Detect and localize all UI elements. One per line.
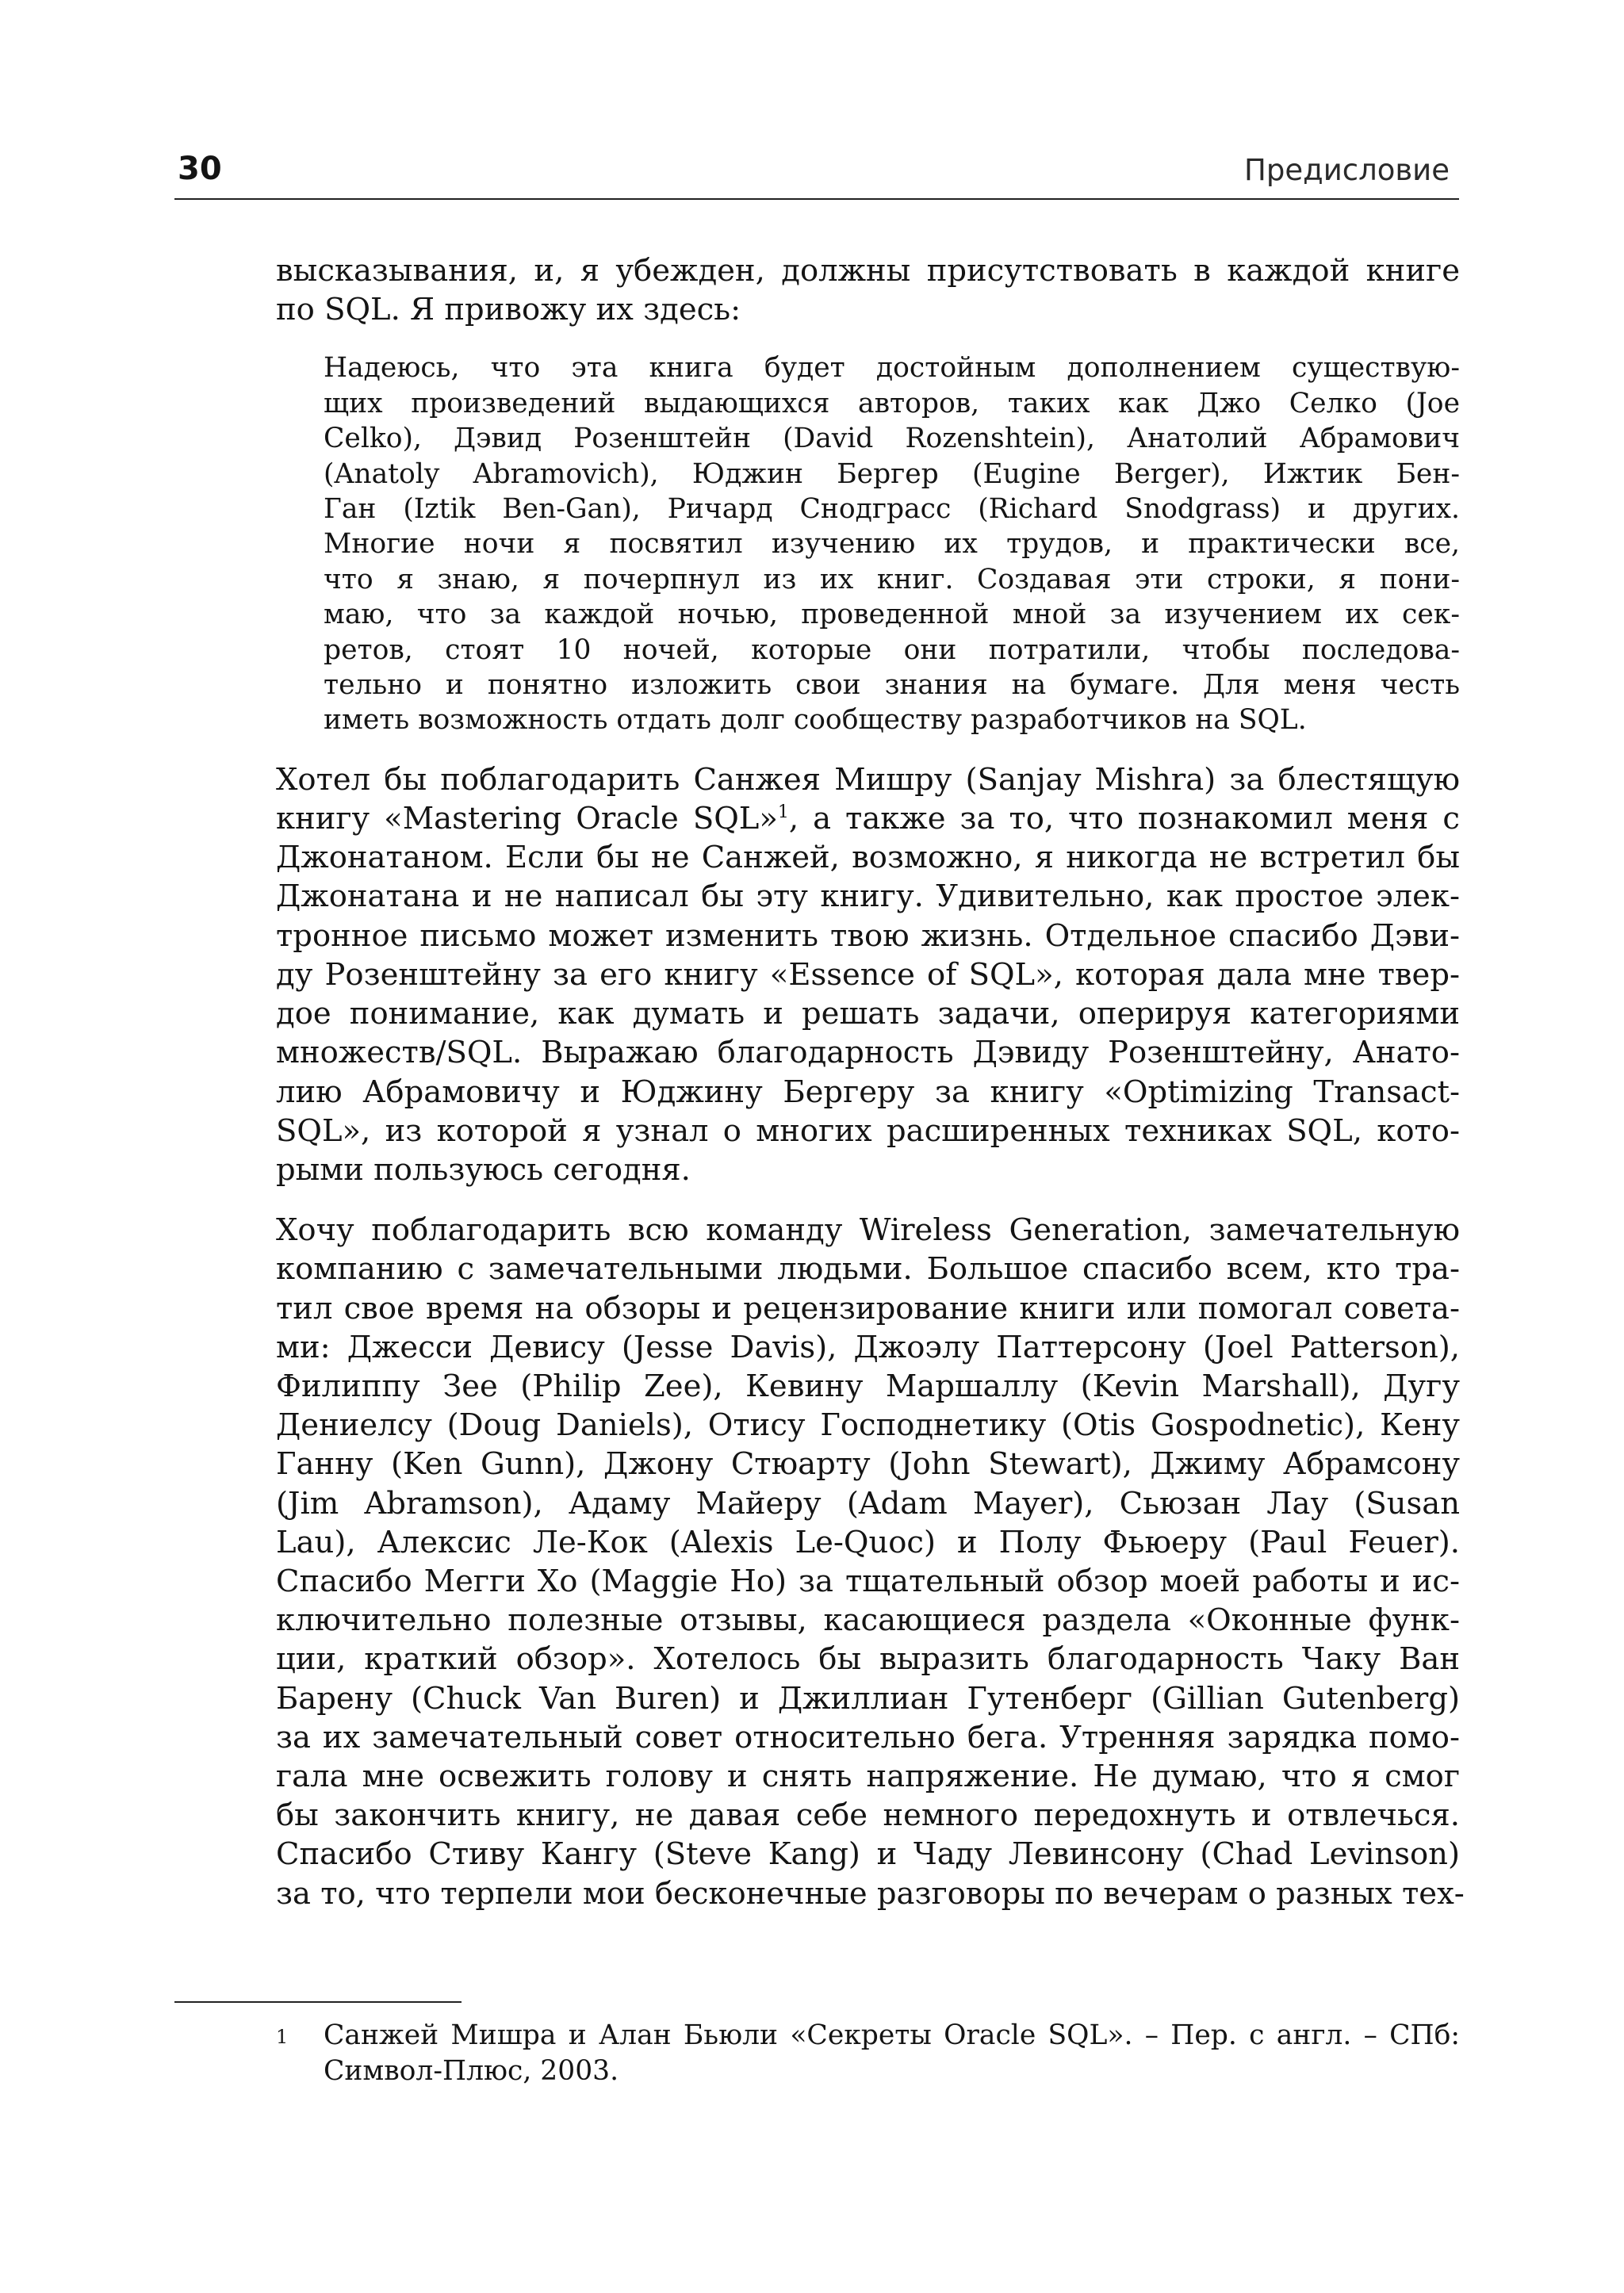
text-line: дое понимание, как думать и решать задачи, оперируя категориями [276, 996, 1460, 1032]
text-line: Lau), Алексис Ле-Кок (Alexis Le-Quoc) и Полу Фьюеру (Paul Feuer). [276, 1524, 1460, 1560]
footnote-rule [174, 2001, 462, 2003]
footnote-line: Символ-Плюс, 2003. [324, 2054, 619, 2087]
text-line: Спасибо Стиву Кангу (Steve Kang) и Чаду Левинсону (Chad Levinson) [276, 1836, 1460, 1873]
footnote [276, 2018, 1460, 2088]
text-line: SQL», из которой я узнал о многих расширенных техниках SQL, кото- [276, 1112, 1460, 1149]
text-line: Джонатана и не написал бы эту книгу. Удивительно, как простое элек- [276, 879, 1460, 915]
quote-line: Ган (Iztik Ben-Gan), Ричард Снодграсс (Richard Snodgrass) и других. [324, 493, 1460, 526]
text-line: ключительно полезные отзывы, касающиеся раздела «Оконные функ- [276, 1602, 1460, 1639]
footnote-reference[interactable]: 1 [777, 802, 789, 823]
text-fragment: , а также за то, что познакомил меня с [788, 801, 1460, 837]
text-fragment: книгу «Mastering Oracle SQL» [276, 801, 778, 837]
text-line: лию Абрамовичу и Юджину Бергеру за книгу «Optimizing Transact- [276, 1074, 1460, 1110]
running-title: Предисловие [1244, 153, 1450, 187]
footnote-line: Санжей Мишра и Алан Бьюли «Секреты Oracle SQL». – Пер. с англ. – СПб: [324, 2019, 1460, 2051]
text-line: ции, краткий обзор». Хотелось бы выразить благодарность Чаку Ван [276, 1641, 1460, 1678]
acknowledgment-paragraph-2 [276, 1211, 1465, 1913]
header-rule [174, 198, 1459, 200]
text-line: бы закончить книгу, не давая себе немного передохнуть и отвлечься. [276, 1797, 1460, 1834]
text-line: за то, что терпели мои бесконечные разговоры по вечерам о разных тех- [276, 1875, 1465, 1912]
text-line: гала мне освежить голову и снять напряжение. Не думаю, что я смог [276, 1758, 1460, 1794]
quote-line: тельно и понятно изложить свои знания на бумаге. Для меня честь [324, 669, 1460, 702]
quote-line: Многие ночи я посвятил изучению их трудов, и практически все, [324, 528, 1460, 561]
text-line: высказывания, и, я убежден, должны присутствовать в каждой книге [276, 253, 1460, 289]
text-line: Джонатаном. Если бы не Санжей, возможно, я никогда не встретил бы [276, 840, 1460, 876]
text-line: Филиппу Зее (Philip Zee), Кевину Маршаллу (Kevin Marshall), Дугу [276, 1368, 1460, 1404]
text-line: по SQL. Я привожу их здесь: [276, 292, 741, 328]
epigraph-quote [324, 350, 1460, 737]
quote-line: маю, что за каждой ночью, проведенной мной за изучением их сек- [324, 599, 1460, 631]
acknowledgment-paragraph-1 [276, 760, 1460, 1189]
text-line: Барену (Chuck Van Buren) и Джиллиан Гутенберг (Gillian Gutenberg) [276, 1680, 1460, 1717]
text-line: рыми пользуюсь сегодня. [276, 1151, 691, 1188]
text-line: Хочу поблагодарить всю команду Wireless Generation, замечательную [276, 1212, 1460, 1249]
text-line: (Jim Abramson), Адаму Майеру (Adam Mayer), Сьюзан Лау (Susan [276, 1485, 1460, 1522]
intro-paragraph [276, 251, 1460, 329]
text-line [276, 799, 1460, 838]
quote-line: Надеюсь, что эта книга будет достойным дополнением существую- [324, 352, 1460, 385]
text-line: за их замечательный совет относительно бега. Утренняя зарядка помо- [276, 1719, 1460, 1755]
text-line: ми: Джесси Девису (Jesse Davis), Джоэлу Паттерсону (Joel Patterson), [276, 1329, 1460, 1365]
main-text [276, 251, 1465, 1913]
quote-line: щих произведений выдающихся авторов, таких как Джо Селко (Joe [324, 387, 1460, 419]
quote-line: что я знаю, я почерпнул из их книг. Создавая эти строки, я пони- [324, 563, 1460, 595]
footnote-text [324, 2018, 1460, 2088]
text-line: Ганну (Ken Gunn), Джону Стюарту (John Stewart), Джиму Абрамсону [276, 1446, 1460, 1483]
text-line: тил свое время на обзоры и рецензирование книги или помогал совета- [276, 1290, 1460, 1326]
text-line: ду Розенштейну за его книгу «Essence of SQL», которая дала мне твер- [276, 956, 1460, 993]
text-line: Дениелсу (Doug Daniels), Отису Господнетику (Otis Gospodnetic), Кену [276, 1407, 1460, 1444]
text-line: Спасибо Мегги Хо (Maggie Ho) за тщательный обзор моей работы и ис- [276, 1563, 1460, 1599]
text-line: компанию с замечательными людьми. Большое спасибо всем, кто тра- [276, 1251, 1460, 1288]
quote-line: Celko), Дэвид Розенштейн (David Rozenshtein), Анатолий Абрамович [324, 423, 1460, 455]
quote-line: (Anatoly Abramovich), Юджин Бергер (Eugine Berger), Ижтик Бен- [324, 457, 1460, 490]
page-number: 30 [178, 151, 222, 187]
text-line: множеств/SQL. Выражаю благодарность Дэвиду Розенштейну, Анато- [276, 1035, 1460, 1071]
text-line: тронное письмо может изменить твою жизнь. Отдельное спасибо Дэви- [276, 917, 1460, 954]
footnote-marker: 1 [276, 2026, 289, 2048]
text-line: Хотел бы поблагодарить Санжея Мишру (Sanjay Mishra) за блестящую [276, 761, 1460, 798]
quote-line: иметь возможность отдать долг сообществу разработчиков на SQL. [324, 704, 1307, 737]
quote-line: ретов, стоят 10 ночей, которые они потратили, чтобы последова- [324, 634, 1460, 666]
